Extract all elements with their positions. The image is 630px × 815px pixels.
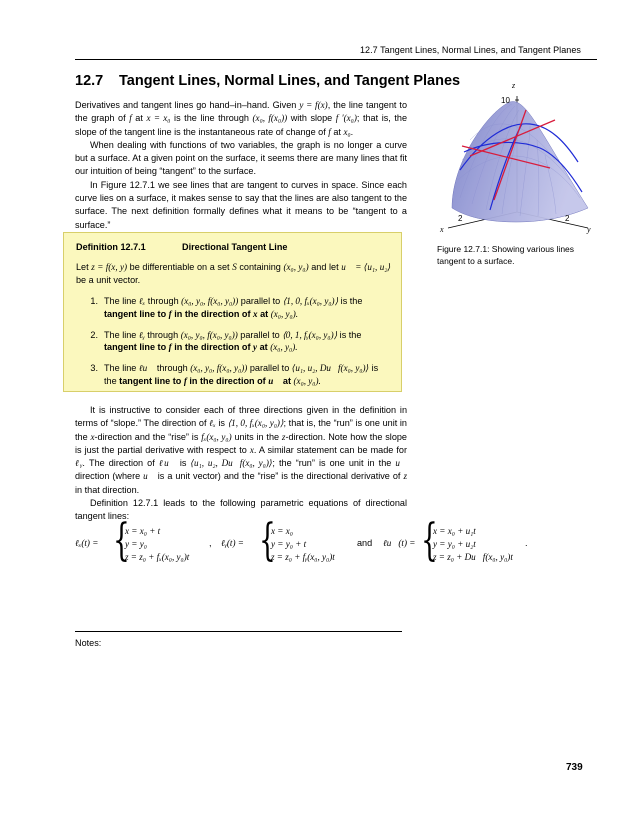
definition-box	[63, 232, 402, 392]
z-tick-label: 10	[501, 96, 510, 105]
equation-line: y = y₀	[125, 538, 147, 549]
equation-separator: and	[357, 538, 373, 548]
section-title	[75, 73, 460, 89]
equation-line: y = y₀ + u₂t	[433, 538, 476, 549]
page-number: 739	[566, 762, 583, 773]
header-rule	[75, 59, 597, 60]
equation-separator: .	[525, 538, 528, 548]
paragraph-parametric-intro: Definition 12.7.1 leads to the following parametric equations of directional tangent lines:	[75, 498, 407, 522]
z-axis-label: z	[512, 81, 516, 90]
definition-name: Directional Tangent Line	[182, 242, 288, 252]
paragraph-slope: It is instructive to consider each of three directions given in the definition in terms of “slope.” The direction of ℓₓ is ⟨1, 0, fₓ(x₀, y₀)⟩; that is, the “run” is one unit in the x-direction and the “rise” is fₓ(x₀, y₀) units in the z-direction. Note how the slope is just the partial derivative with respect to x. A similar statement can be made for ℓᵧ. The direction of ℓu⃗ is ⟨u₁, u₂, Du⃗f(x₀, y₀)⟩; the “run” is one unit in the u⃗ direction (where u⃗ is a unit vector) and the “rise” is the directional derivative of z in that direction.	[75, 405, 408, 495]
equation-l-y-lhs: ℓᵧ(t) =	[221, 538, 244, 548]
definition-item-x: 1. The line ℓₓ through (x₀, y₀, f(x₀, y₀)) parallel to ⟨1, 0, fₓ(x₀, y₀)⟩ is the tangent line to f in the direction of x at (x₀, y₀).	[90, 295, 363, 319]
definition-intro: Let z = f(x, y) be differentiable on a set S containing (x₀, y₀) and let u⃗ = ⟨u₁, u₂⟩ be a unit vector.	[76, 261, 391, 285]
equation-line: y = y₀ + t	[271, 538, 307, 549]
section-title-text: Tangent Lines, Normal Lines, and Tangent Planes	[119, 73, 461, 89]
definition-item-u: 3. The line ℓu⃗ through (x₀, y₀, f(x₀, y₀)) parallel to ⟨u₁, u₂, Du⃗f(x₀, y₀)⟩ is the tangent line to f in the direction of u⃗ at (x₀, y₀).	[90, 363, 379, 387]
equation-line: x = x₀ + t	[125, 526, 161, 536]
running-head: 12.7 Tangent Lines, Normal Lines, and Tangent Planes	[360, 45, 581, 55]
equation-l-x-lhs: ℓₓ(t) =	[75, 538, 99, 548]
slope-paragraphs	[75, 404, 407, 524]
equation-l-u-lhs: ℓu⃗(t) =	[383, 538, 416, 548]
notes-rule	[75, 631, 402, 632]
equation-line: z = z₀ + Du⃗f(x₀, y₀)t	[433, 551, 513, 562]
y-tick-label: 2	[565, 214, 570, 223]
left-brace: {	[259, 515, 276, 566]
left-brace: {	[421, 515, 438, 566]
y-axis-label: y	[587, 225, 591, 234]
equation-separator: ,	[209, 538, 212, 548]
equation-line: x = x₀ + u₁t	[433, 526, 476, 536]
figure-caption: Figure 12.7.1: Showing various lines tangent to a surface.	[437, 244, 575, 266]
equation-line: x = x₀	[271, 526, 293, 536]
equation-line: z = z₀ + fₓ(x₀, y₀)t	[125, 551, 190, 562]
left-brace: {	[113, 515, 130, 566]
paragraph-two-variables: When dealing with functions of two variables, the graph is no longer a curve but a surface. At a given point on the surface, it seems there are many lines that fit our intuition of being “tangent” to the surface.	[75, 139, 407, 177]
definition-heading	[76, 241, 391, 254]
paragraph-figure-reference: In Figure 12.7.1 we see lines that are tangent to curves in space. Since each curve lies on a surface, it makes sense to say that the lines are also tangent to the surface. The next definition formally defines what it means to be “tangent to a surface.”	[75, 179, 407, 230]
x-axis-label: x	[440, 225, 444, 234]
surface	[452, 102, 588, 222]
surface-figure	[430, 80, 600, 235]
section-number: 12.7	[75, 73, 104, 89]
definition-label: Definition 12.7.1	[76, 242, 146, 252]
paragraph-derivatives: Derivatives and tangent lines go hand–in–hand. Given y = f(x), the line tangent to the graph of f at x = x₀ is the line through (x₀, f(x₀)) with slope f ′(x₀); that is, the slope of the tangent line is the instantaneous rate of change of f at x₀.	[75, 100, 408, 137]
notes-label: Notes:	[75, 638, 102, 648]
parametric-equations	[75, 515, 600, 566]
x-tick-label: 2	[458, 214, 463, 223]
definition-item-y: 2. The line ℓᵧ through (x₀, y₀, f(x₀, y₀)) parallel to ⟨0, 1, fᵧ(x₀, y₀)⟩ is the tangent line to f in the direction of y at (x₀, y₀).	[90, 329, 362, 353]
intro-paragraphs	[75, 99, 407, 232]
equation-line: z = z₀ + fᵧ(x₀, y₀)t	[271, 551, 335, 562]
